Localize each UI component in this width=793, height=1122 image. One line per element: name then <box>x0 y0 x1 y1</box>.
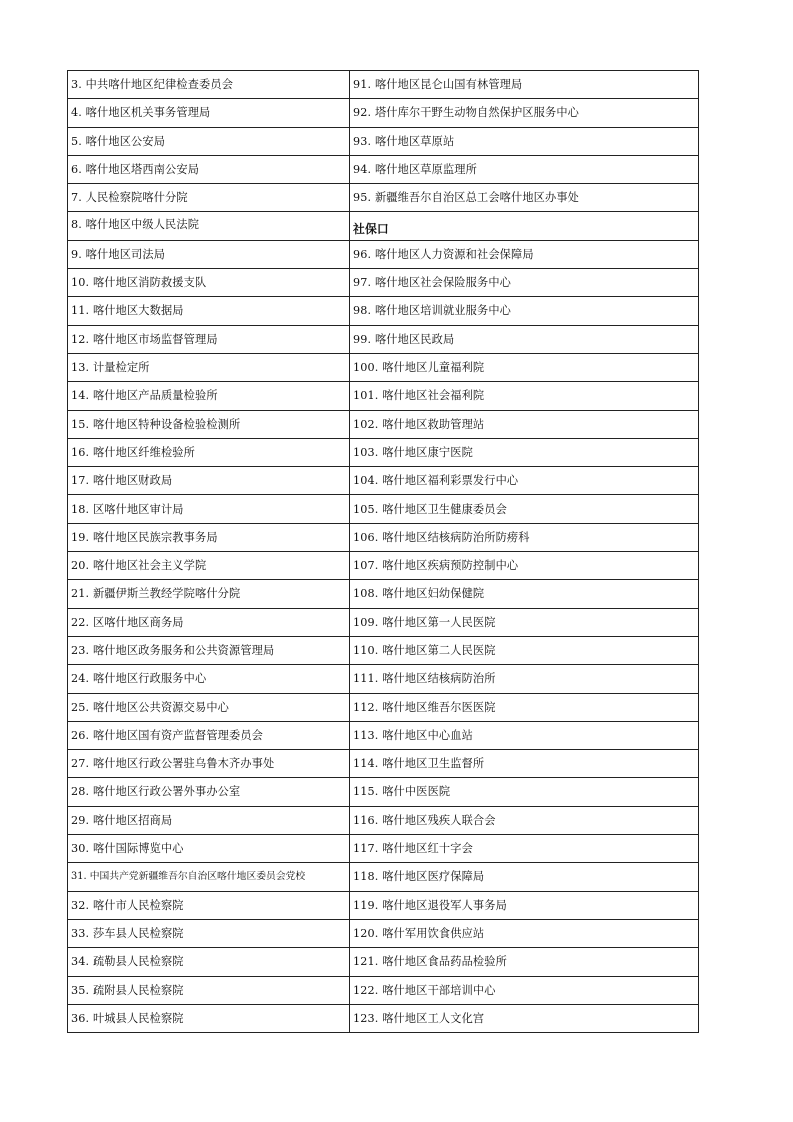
table-cell-right: 112. 喀什地区维吾尔医医院 <box>350 694 699 722</box>
table-row <box>68 71 699 99</box>
table-row <box>68 665 699 693</box>
table-row <box>68 184 699 212</box>
table-cell-right: 93. 喀什地区草原站 <box>350 128 699 156</box>
table-cell-left: 8. 喀什地区中级人民法院 <box>68 212 350 240</box>
table-cell-left: 9. 喀什地区司法局 <box>68 241 350 269</box>
table-cell-left: 33. 莎车县人民检察院 <box>68 920 350 948</box>
table-row <box>68 1005 699 1033</box>
table-cell-right: 114. 喀什地区卫生监督所 <box>350 750 699 778</box>
table-row <box>68 977 699 1005</box>
table-row <box>68 552 699 580</box>
table-cell-right: 103. 喀什地区康宁医院 <box>350 439 699 467</box>
table-cell-right: 115. 喀什中医医院 <box>350 778 699 806</box>
table-row <box>68 297 699 325</box>
table-cell-left: 35. 疏附县人民检察院 <box>68 977 350 1005</box>
table-cell-left: 20. 喀什地区社会主义学院 <box>68 552 350 580</box>
table-cell-right: 95. 新疆维吾尔自治区总工会喀什地区办事处 <box>350 184 699 212</box>
table-cell-left: 5. 喀什地区公安局 <box>68 128 350 156</box>
table-cell-left: 12. 喀什地区市场监督管理局 <box>68 326 350 354</box>
table-cell-left: 23. 喀什地区政务服务和公共资源管理局 <box>68 637 350 665</box>
table-cell-left: 7. 人民检察院喀什分院 <box>68 184 350 212</box>
table-row <box>68 637 699 665</box>
table-cell-right: 101. 喀什地区社会福利院 <box>350 382 699 410</box>
table-cell-left: 18. 区喀什地区审计局 <box>68 495 350 523</box>
table-cell-left: 6. 喀什地区塔西南公安局 <box>68 156 350 184</box>
table-cell-left: 22. 区喀什地区商务局 <box>68 609 350 637</box>
table-cell-left: 32. 喀什市人民检察院 <box>68 892 350 920</box>
table-cell-right: 109. 喀什地区第一人民医院 <box>350 609 699 637</box>
table-cell-left: 19. 喀什地区民族宗教事务局 <box>68 524 350 552</box>
table-row <box>68 241 699 269</box>
table-row <box>68 694 699 722</box>
table-cell-right: 118. 喀什地区医疗保障局 <box>350 863 699 891</box>
table-row <box>68 99 699 127</box>
table-row <box>68 778 699 806</box>
section-header: 社保口 <box>350 212 699 240</box>
table-row <box>68 524 699 552</box>
table-row <box>68 948 699 976</box>
table-cell-left: 13. 计量检定所 <box>68 354 350 382</box>
table-cell-left: 16. 喀什地区纤维检验所 <box>68 439 350 467</box>
table-cell-left: 10. 喀什地区消防救援支队 <box>68 269 350 297</box>
table-cell-right: 105. 喀什地区卫生健康委员会 <box>350 495 699 523</box>
table-row <box>68 467 699 495</box>
table-cell-right: 111. 喀什地区结核病防治所 <box>350 665 699 693</box>
table-cell-left: 34. 疏勒县人民检察院 <box>68 948 350 976</box>
table-cell-right: 104. 喀什地区福利彩票发行中心 <box>350 467 699 495</box>
table-cell-left: 25. 喀什地区公共资源交易中心 <box>68 694 350 722</box>
table-cell-right: 98. 喀什地区培训就业服务中心 <box>350 297 699 325</box>
table-row <box>68 269 699 297</box>
table-cell-right: 119. 喀什地区退役军人事务局 <box>350 892 699 920</box>
table-cell-left: 30. 喀什国际博览中心 <box>68 835 350 863</box>
table-cell-left: 3. 中共喀什地区纪律检查委员会 <box>68 71 350 99</box>
table-cell-right: 121. 喀什地区食品药品检验所 <box>350 948 699 976</box>
table-cell-right: 113. 喀什地区中心血站 <box>350 722 699 750</box>
table-cell-left: 36. 叶城县人民检察院 <box>68 1005 350 1033</box>
table-cell-left: 28. 喀什地区行政公署外事办公室 <box>68 778 350 806</box>
table-cell-left: 4. 喀什地区机关事务管理局 <box>68 99 350 127</box>
table-row <box>68 892 699 920</box>
table-cell-right: 99. 喀什地区民政局 <box>350 326 699 354</box>
table-row <box>68 722 699 750</box>
table-cell-right: 96. 喀什地区人力资源和社会保障局 <box>350 241 699 269</box>
table-cell-left: 17. 喀什地区财政局 <box>68 467 350 495</box>
table-cell-left: 27. 喀什地区行政公署驻乌鲁木齐办事处 <box>68 750 350 778</box>
table-cell-right: 107. 喀什地区疾病预防控制中心 <box>350 552 699 580</box>
table-cell-right: 102. 喀什地区救助管理站 <box>350 411 699 439</box>
table-cell-right: 100. 喀什地区儿童福利院 <box>350 354 699 382</box>
table-row <box>68 807 699 835</box>
table-cell-left: 26. 喀什地区国有资产监督管理委员会 <box>68 722 350 750</box>
table-cell-right: 120. 喀什军用饮食供应站 <box>350 920 699 948</box>
table-cell-right: 91. 喀什地区昆仑山国有林管理局 <box>350 71 699 99</box>
table-cell-right: 110. 喀什地区第二人民医院 <box>350 637 699 665</box>
table-row <box>68 156 699 184</box>
table-cell-right: 108. 喀什地区妇幼保健院 <box>350 580 699 608</box>
table-cell-left: 31. 中国共产党新疆维吾尔自治区喀什地区委员会党校 <box>68 863 350 891</box>
table-row <box>68 354 699 382</box>
table-row <box>68 212 699 240</box>
table-row <box>68 382 699 410</box>
table-cell-left: 29. 喀什地区招商局 <box>68 807 350 835</box>
table-row <box>68 326 699 354</box>
table-row <box>68 750 699 778</box>
table-row <box>68 835 699 863</box>
table-row <box>68 920 699 948</box>
table-cell-right: 94. 喀什地区草原监理所 <box>350 156 699 184</box>
table-cell-right: 92. 塔什库尔干野生动物自然保护区服务中心 <box>350 99 699 127</box>
table-row <box>68 580 699 608</box>
table-row <box>68 128 699 156</box>
table-cell-left: 15. 喀什地区特种设备检验检测所 <box>68 411 350 439</box>
table-cell-left: 11. 喀什地区大数据局 <box>68 297 350 325</box>
table-cell-right: 116. 喀什地区残疾人联合会 <box>350 807 699 835</box>
table-cell-right: 122. 喀什地区干部培训中心 <box>350 977 699 1005</box>
table-cell-left: 14. 喀什地区产品质量检验所 <box>68 382 350 410</box>
table-row <box>68 495 699 523</box>
table-row <box>68 439 699 467</box>
table-cell-right: 106. 喀什地区结核病防治所防痨科 <box>350 524 699 552</box>
table-cell-right: 117. 喀什地区红十字会 <box>350 835 699 863</box>
table-cell-left: 24. 喀什地区行政服务中心 <box>68 665 350 693</box>
table-row <box>68 411 699 439</box>
table-cell-right: 123. 喀什地区工人文化宫 <box>350 1005 699 1033</box>
table-cell-left: 21. 新疆伊斯兰教经学院喀什分院 <box>68 580 350 608</box>
table-row <box>68 863 699 891</box>
table-cell-right: 97. 喀什地区社会保险服务中心 <box>350 269 699 297</box>
table-row <box>68 609 699 637</box>
organization-table <box>67 70 699 1033</box>
